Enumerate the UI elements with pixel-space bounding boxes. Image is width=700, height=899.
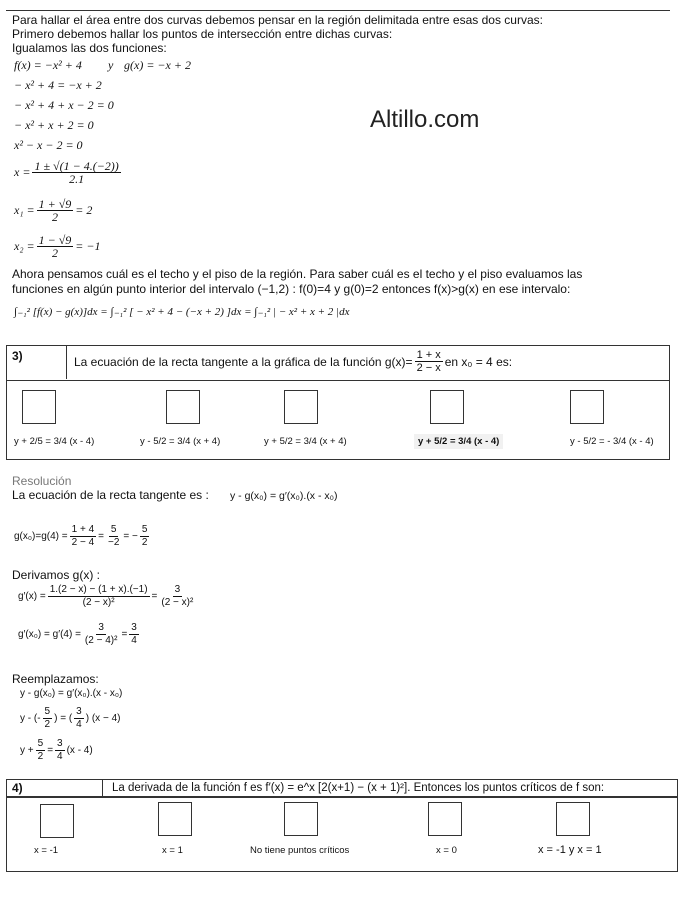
gpx0-d1: (2 − 4)²: [84, 635, 118, 646]
gx0-n3: 5: [141, 524, 148, 535]
r2-mid: ) = (: [54, 713, 73, 724]
y-connector: y: [108, 58, 114, 72]
quadratic-numerator: 1 ± √(1 − 4.(−2)): [34, 159, 119, 173]
gx0-d1: 2 − 4: [71, 537, 95, 548]
gp-d1: (2 − x)²: [82, 597, 115, 608]
resolution-title: Resolución: [12, 474, 72, 488]
f-definition: f(x) = −x² + 4: [14, 58, 82, 72]
x1-denominator: 2: [51, 210, 58, 224]
q3-option-5-label: y - 5/2 = - 3/4 (x - 4): [570, 436, 654, 447]
q4-option-5-label: x = -1 y x = 1: [538, 844, 602, 856]
gx0-d3: 2: [141, 537, 148, 548]
q3-question: [74, 349, 512, 374]
integral-expression: ∫₋₁² [f(x) − g(x)]dx = ∫₋₁² [ − x² + 4 − (−x + 2) ]dx = ∫₋₁² | − x² + x + 2 |dx: [14, 306, 350, 318]
intro-line-3: Igualamos las dos funciones:: [12, 41, 167, 55]
q3-option-5-checkbox[interactable]: [570, 390, 604, 424]
x2-result: = −1: [75, 239, 101, 253]
r3-d: 2: [37, 751, 44, 762]
g-prime-formula: [18, 584, 197, 609]
g-definition: g(x) = −x + 2: [124, 58, 191, 72]
q4-option-1-label: x = -1: [34, 845, 59, 856]
r2-d2: 4: [76, 719, 82, 730]
top-rule: [6, 10, 670, 11]
intro-line-2: Primero debemos hallar los puntos de intersección entre dichas curvas:: [12, 27, 393, 41]
intro-line-1: Para hallar el área entre dos curvas debemos pensar en la región delimitada entre esas dos curvas:: [12, 13, 543, 27]
q3-text-pre: La ecuación de la recta tangente a la gráfica de la función g(x)=: [74, 354, 413, 369]
gpx0-n2: 3: [131, 622, 137, 633]
gp-n1: 1.(2 − x) − (1 + x).(−1): [49, 584, 148, 595]
quadratic-lhs: x =: [14, 165, 31, 179]
roof-floor-line-2: funciones en algún punto interior del intervalo (−1,2) : f(0)=4 y g(0)=2 entonces f(x)>g(x) en ese intervalo:: [12, 282, 571, 296]
q4-option-5-checkbox[interactable]: [556, 802, 590, 836]
replace-step-1: y - g(x₀) = g′(x₀).(x - x₀): [20, 688, 123, 699]
r3-d2: 4: [57, 751, 63, 762]
gx0-eq2: = −: [123, 531, 138, 542]
r3-n: 5: [37, 738, 44, 749]
q3-option-4-checkbox[interactable]: [430, 390, 464, 424]
q4-option-4-label: x = 0: [436, 845, 457, 856]
replace-step-2: [20, 706, 120, 731]
q3-option-3-label: y + 5/2 = 3/4 (x + 4): [264, 436, 347, 447]
quadratic-denominator: 2.1: [69, 172, 85, 186]
r3-mid: =: [47, 745, 54, 756]
q4-option-4-checkbox[interactable]: [428, 802, 462, 836]
roof-floor-line-1: Ahora pensamos cuál es el techo y el piso de la región. Para saber cuál es el techo y el piso evaluamos las: [12, 267, 583, 281]
q4-option-2-label: x = 1: [162, 845, 183, 856]
q3-option-4-label: y + 5/2 = 3/4 (x - 4): [414, 434, 503, 449]
r2-pre: y - (-: [20, 713, 41, 724]
x2-numerator: 1 − √9: [38, 233, 72, 247]
q4-number: 4): [12, 781, 23, 795]
replace-step-3: [20, 738, 93, 763]
q3-frac-den: 2 − x: [416, 362, 441, 374]
gx0-computation: [14, 524, 151, 549]
q4-header-divider: [102, 779, 103, 796]
gp-d2: (2 − x)²: [161, 597, 194, 608]
r2-n2: 3: [76, 706, 82, 717]
root-x2: [14, 234, 101, 259]
q3-text-post: en x₀ = 4 es:: [444, 354, 513, 369]
equation-step-1: − x² + 4 = −x + 2: [14, 78, 102, 92]
q4-option-2-checkbox[interactable]: [158, 802, 192, 836]
g-prime-x0: [18, 622, 141, 647]
gpx0-lhs: g′(x₀) = g′(4) =: [18, 629, 81, 640]
gp-n2: 3: [174, 584, 181, 595]
gx0-n2: 5: [110, 524, 117, 535]
q3-option-1-label: y + 2/5 = 3/4 (x - 4): [14, 436, 95, 447]
r2-d: 2: [44, 719, 51, 730]
x1-result: = 2: [75, 203, 93, 217]
q3-frac-num: 1 + x: [416, 349, 441, 361]
q4-option-3-label: No tiene puntos críticos: [250, 845, 350, 856]
watermark: Altillo.com: [370, 106, 480, 133]
tangent-formula: y - g(x₀) = g′(x₀).(x - x₀): [230, 490, 338, 502]
gx0-d2: −2: [108, 537, 120, 548]
derivamos-label: Derivamos g(x) :: [12, 568, 101, 582]
reemplazamos-label: Reemplazamos:: [12, 672, 99, 686]
gx0-lhs: g(x₀)=g(4) =: [14, 531, 68, 542]
r2-post: ) (x − 4): [85, 713, 121, 724]
q4-option-1-checkbox[interactable]: [40, 804, 74, 838]
tangent-line-intro: La ecuación de la recta tangente es :: [12, 488, 209, 502]
quadratic-formula: [14, 160, 123, 185]
gp-lhs: g′(x) =: [18, 591, 46, 602]
q4-question: La derivada de la función f es f′(x) = e^x [2(x+1) − (x + 1)²]. Entonces los puntos críticos de f son:: [112, 782, 605, 794]
gpx0-d2: 4: [131, 635, 137, 646]
r3-n2: 3: [57, 738, 63, 749]
r3-post: (x - 4): [66, 745, 93, 756]
equation-step-2: − x² + 4 + x − 2 = 0: [14, 98, 114, 112]
equation-step-4: x² − x − 2 = 0: [14, 138, 83, 152]
r2-n: 5: [44, 706, 51, 717]
gp-eq: =: [151, 591, 158, 602]
equation-step-3: − x² + x + 2 = 0: [14, 118, 94, 132]
q3-option-2-label: y - 5/2 = 3/4 (x + 4): [140, 436, 221, 447]
r3-pre: y +: [20, 745, 34, 756]
root-x1: [14, 198, 92, 223]
gpx0-n1: 3: [98, 622, 104, 633]
q3-number: 3): [12, 349, 23, 363]
gx0-eq: =: [98, 531, 104, 542]
x2-lhs: x₂ =: [14, 239, 35, 253]
gpx0-eq: =: [121, 629, 128, 640]
gx0-n1: 1 + 4: [71, 524, 95, 535]
q3-header-divider: [66, 345, 67, 379]
q3-option-1-checkbox[interactable]: [22, 390, 56, 424]
x1-numerator: 1 + √9: [38, 197, 72, 211]
q4-option-3-checkbox[interactable]: [284, 802, 318, 836]
x2-denominator: 2: [51, 246, 58, 260]
x1-lhs: x₁ =: [14, 203, 35, 217]
q3-option-2-checkbox[interactable]: [166, 390, 200, 424]
q3-option-3-checkbox[interactable]: [284, 390, 318, 424]
